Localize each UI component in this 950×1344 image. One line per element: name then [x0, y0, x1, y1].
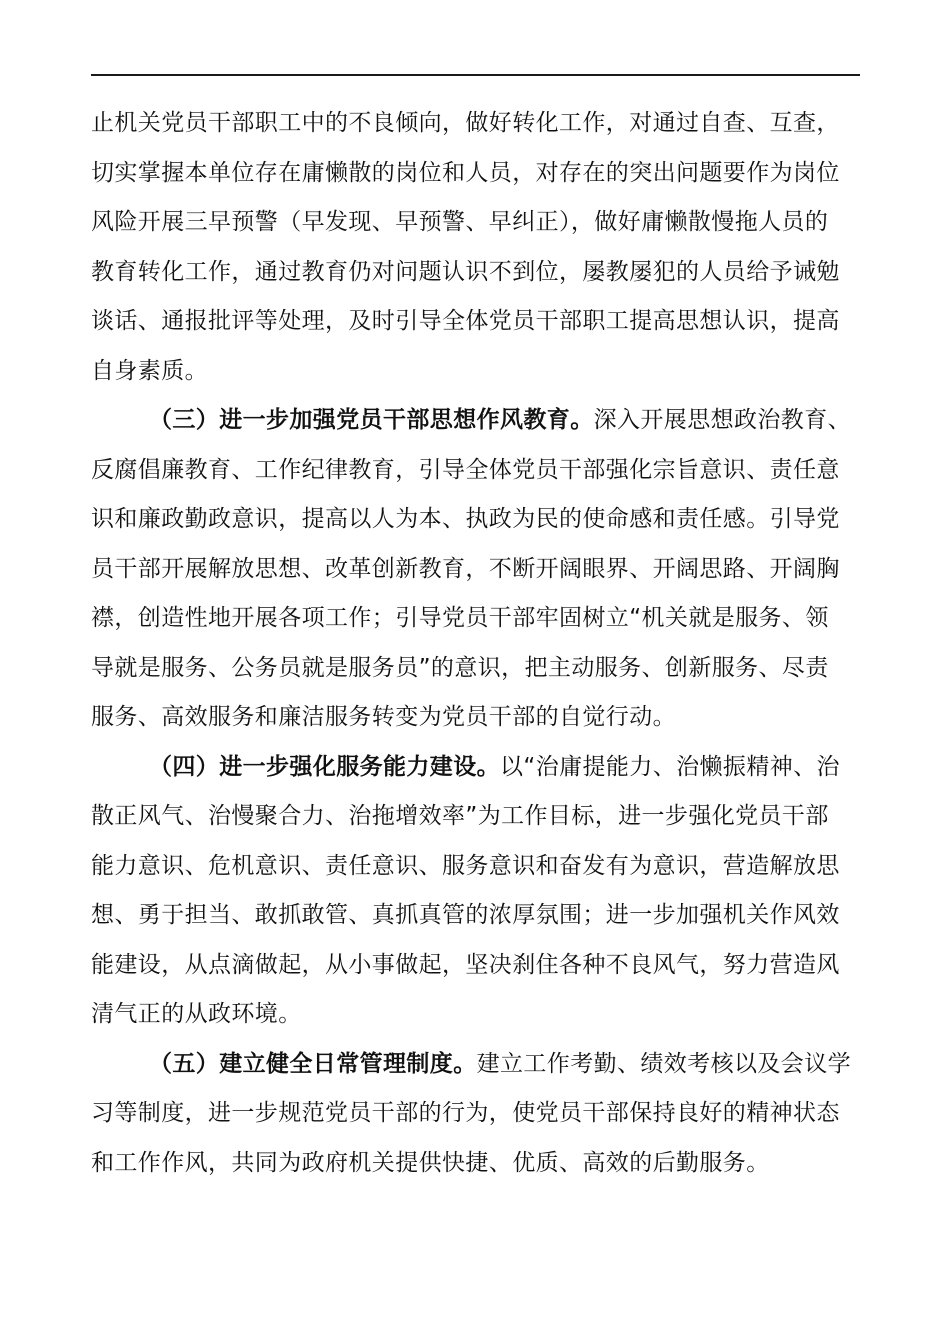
text-line: [91, 396, 860, 446]
section-heading: （四）进一步强化服务能力建设。: [149, 753, 500, 780]
text-line: 反腐倡廉教育、工作纪律教育，引导全体党员干部强化宗旨意识、责任意: [91, 456, 840, 483]
text-line: 想、勇于担当、敢抓敢管、真抓真管的浓厚氛围；进一步加强机关作风效: [91, 902, 840, 928]
section-lead-text: 以“治庸提能力、治懒振精神、治: [500, 753, 840, 780]
section-heading: （三）进一步加强党员干部思想作风教育。: [149, 407, 594, 433]
text-line: 止机关党员干部职工中的不良倾向，做好转化工作，对通过自查、互查，: [91, 110, 840, 136]
text-line: 能力意识、危机意识、责任意识、服务意识和奋发有为意识，营造解放思: [91, 852, 840, 879]
text-line: 教育转化工作，通过教育仍对问题认识不到位，屡教屡犯的人员给予诫勉: [91, 258, 840, 285]
text-line: 能建设，从点滴做起，从小事做起，坚决刹住各种不良风气，努力营造风: [91, 951, 840, 978]
paragraph-section-5: [91, 1040, 860, 1189]
text-line: 识和廉政勤政意识，提高以人为本、执政为民的使命感和责任感。引导党: [91, 506, 840, 532]
text-line: 员干部开展解放思想、改革创新教育，不断开阔眼界、开阔思路、开阔胸: [91, 555, 840, 582]
text-line: 习等制度，进一步规范党员干部的行为，使党员干部保持良好的精神状态: [91, 1100, 840, 1126]
section-lead-text: 建立工作考勤、绩效考核以及会议学: [476, 1050, 852, 1077]
text-line: 切实掌握本单位存在庸懒散的岗位和人员，对存在的突出问题要作为岗位: [91, 159, 840, 186]
paragraph-section-4: [91, 743, 860, 1040]
section-heading: （五）建立健全日常管理制度。: [149, 1050, 477, 1077]
text-line: 风险开展三早预警（早发现、早预警、早纠正），做好庸懒散慢拖人员的: [91, 209, 829, 235]
text-line: 自身素质。: [91, 357, 208, 384]
text-line: 服务、高效服务和廉洁服务转变为党员干部的自觉行动。: [91, 704, 676, 730]
text-line: 襟，创造性地开展各项工作；引导党员干部牢固树立“机关就是服务、领: [91, 605, 829, 631]
text-line: 谈话、通报批评等处理，及时引导全体党员干部职工提高思想认识，提高: [91, 308, 840, 334]
text-line: 导就是服务、公务员就是服务员”的意识，把主动服务、创新服务、尽责: [91, 654, 829, 681]
header-rule: [91, 74, 860, 76]
text-line: 散正风气、治慢聚合力、治拖增效率”为工作目标，进一步强化党员干部: [91, 803, 829, 829]
paragraph-continuation: [91, 99, 860, 396]
text-line: [91, 1040, 860, 1090]
text-line: [91, 743, 860, 793]
text-line: 清气正的从政环境。: [91, 1001, 302, 1027]
section-lead-text: 深入开展思想政治教育、: [593, 407, 852, 433]
paragraph-section-3: [91, 396, 860, 743]
text-line: 和工作作风，共同为政府机关提供快捷、优质、高效的后勤服务。: [91, 1149, 770, 1176]
document-body: [91, 99, 860, 1188]
